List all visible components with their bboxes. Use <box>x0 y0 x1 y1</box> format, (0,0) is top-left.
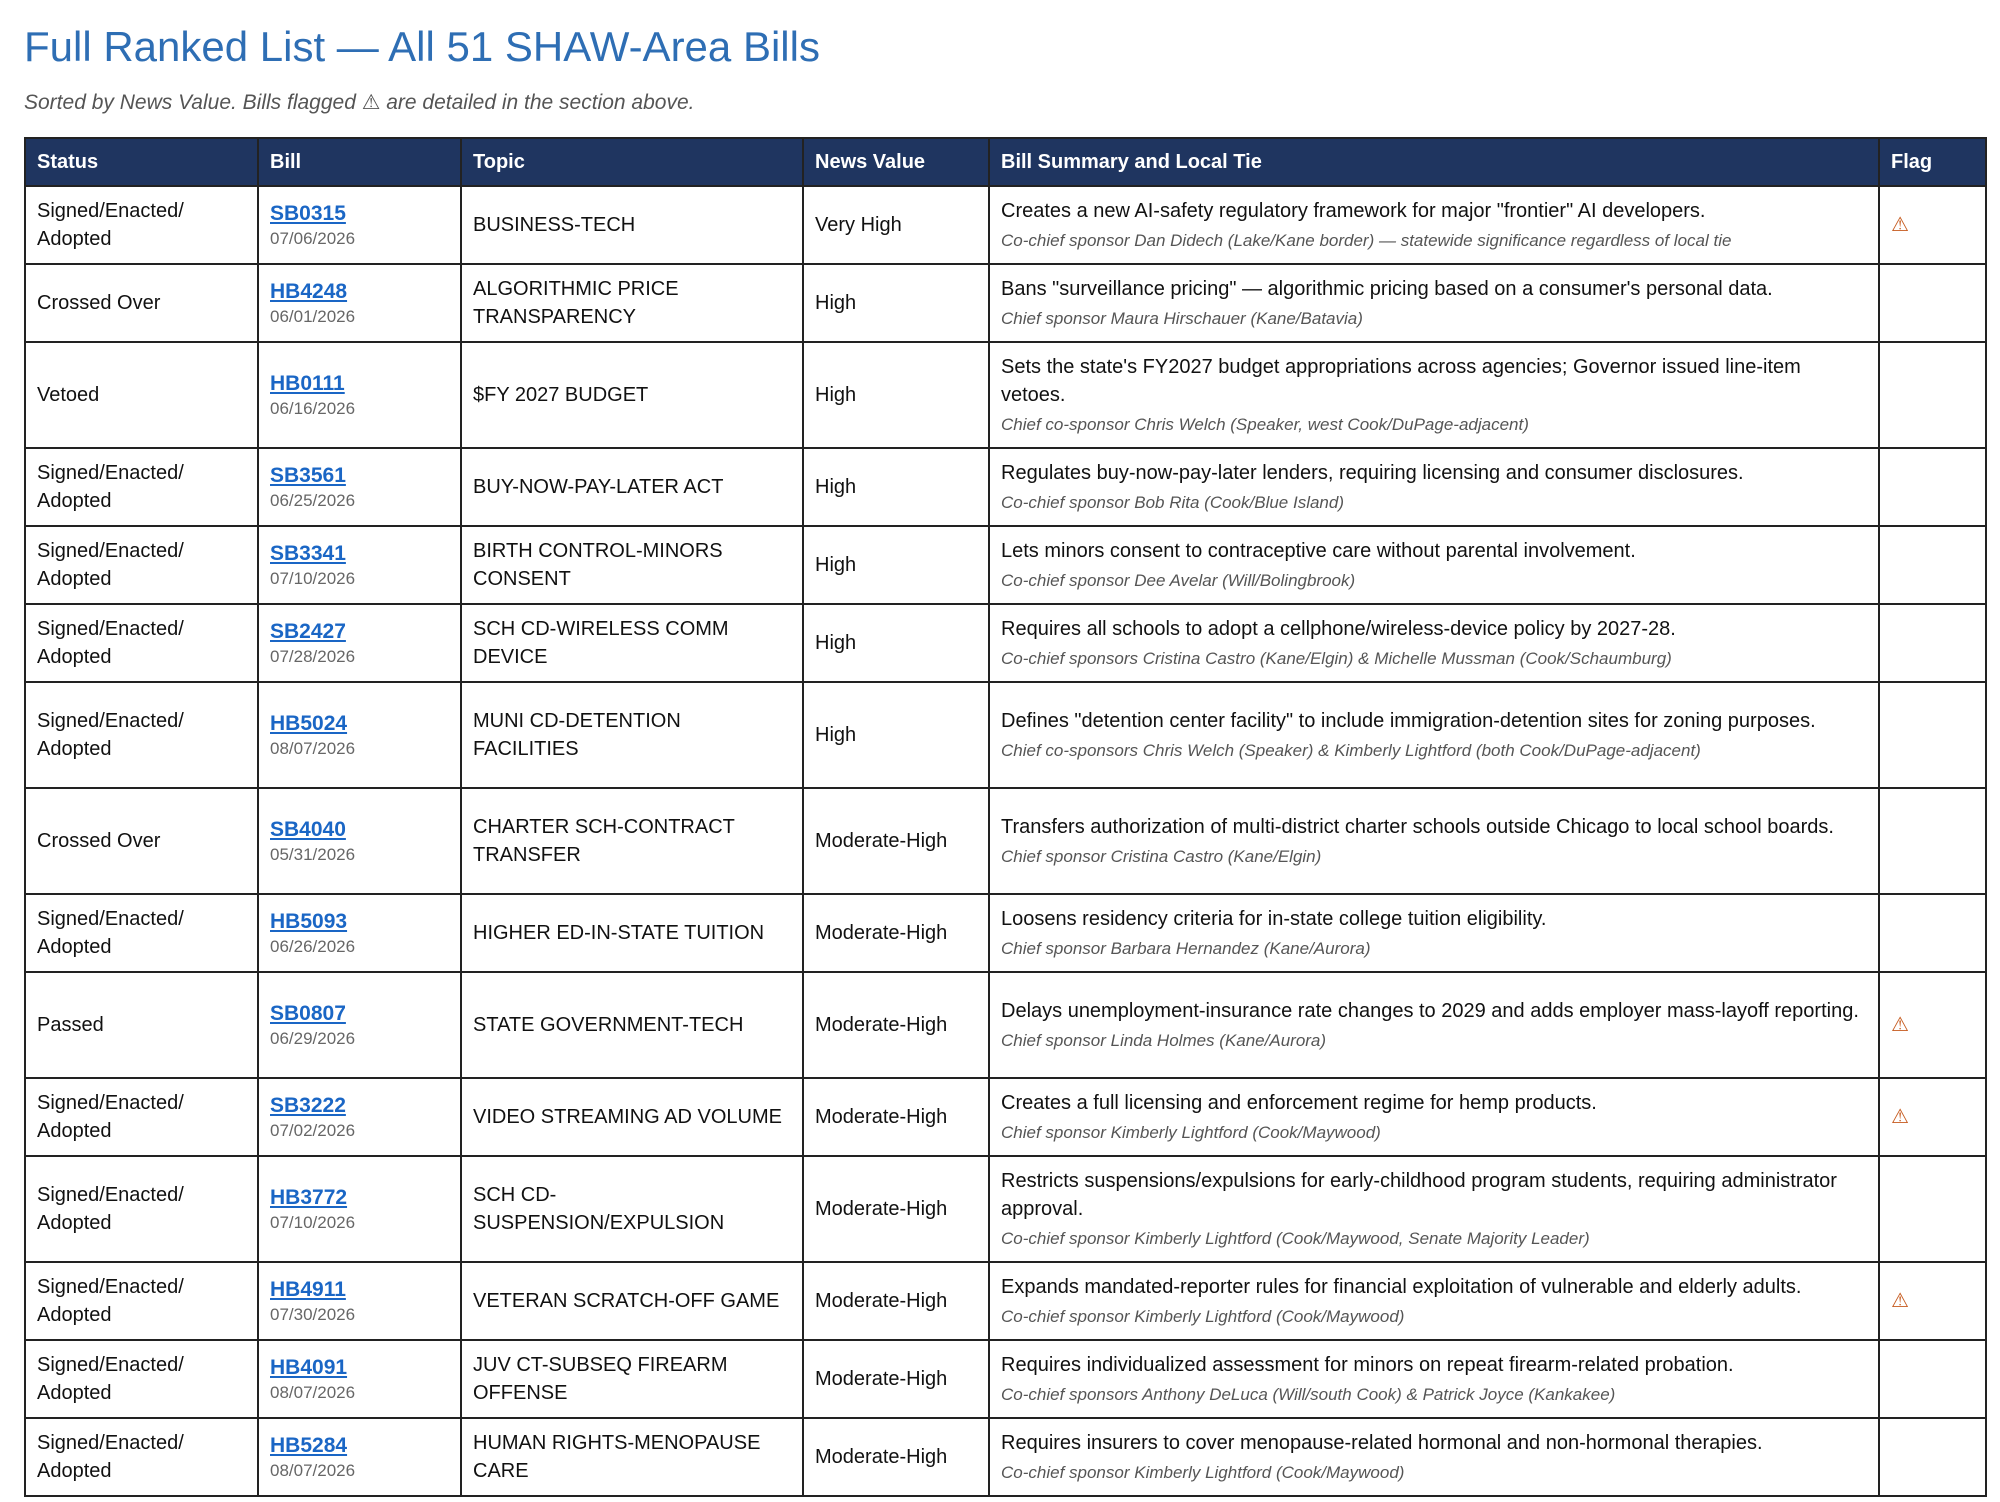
cell-news-value: Moderate-High <box>803 1156 989 1262</box>
cell-flag <box>1879 342 1986 448</box>
summary-text: Regulates buy-now-pay-later lenders, requiring licensing and consumer disclosures. <box>1001 462 1744 484</box>
cell-summary <box>989 1156 1879 1262</box>
cell-summary <box>989 264 1879 342</box>
cell-summary <box>989 1418 1879 1496</box>
bill-date: 06/25/2026 <box>270 491 356 510</box>
sponsor-text: Co-chief sponsor Bob Rita (Cook/Blue Island) <box>1001 493 1344 512</box>
table-row <box>25 894 1986 972</box>
bill-link[interactable]: SB2427 <box>270 620 346 643</box>
bill-link[interactable]: HB5024 <box>270 712 348 735</box>
table-row <box>25 972 1986 1078</box>
cell-topic: HUMAN RIGHTS-MENOPAUSE CARE <box>461 1418 803 1496</box>
summary-text: Delays unemployment-insurance rate changes to 2029 and adds employer mass-layoff reporting. <box>1001 1000 1859 1022</box>
cell-summary <box>989 604 1879 682</box>
bill-link[interactable]: HB4911 <box>270 1278 346 1301</box>
cell-news-value: Moderate-High <box>803 972 989 1078</box>
sponsor-text: Co-chief sponsor Kimberly Lightford (Cook/Maywood) <box>1001 1307 1405 1326</box>
bill-link[interactable]: SB3222 <box>270 1094 346 1117</box>
cell-status: Signed/Enacted/ Adopted <box>25 1418 258 1496</box>
cell-bill <box>258 604 461 682</box>
summary-text: Restricts suspensions/expulsions for early-childhood program students, requiring administrator approval. <box>1001 1170 1837 1220</box>
cell-topic: HIGHER ED-IN-STATE TUITION <box>461 894 803 972</box>
summary-text: Transfers authorization of multi-district charter schools outside Chicago to local school boards. <box>1001 816 1834 838</box>
bill-date: 06/29/2026 <box>270 1029 356 1048</box>
cell-news-value: Moderate-High <box>803 1262 989 1340</box>
bill-link[interactable]: HB0111 <box>270 372 345 395</box>
bill-link[interactable]: HB4248 <box>270 280 348 303</box>
cell-flag <box>1879 788 1986 894</box>
cell-news-value: Moderate-High <box>803 1078 989 1156</box>
cell-flag <box>1879 448 1986 526</box>
summary-text: Sets the state's FY2027 budget appropriations across agencies; Governor issued line-item vetoes. <box>1001 356 1801 406</box>
cell-flag <box>1879 186 1986 264</box>
cell-news-value: High <box>803 604 989 682</box>
cell-topic: VIDEO STREAMING AD VOLUME <box>461 1078 803 1156</box>
cell-news-value: High <box>803 682 989 788</box>
cell-bill <box>258 1418 461 1496</box>
cell-status: Vetoed <box>25 342 258 448</box>
bills-table <box>24 137 1987 1497</box>
summary-text: Requires all schools to adopt a cellphone/wireless-device policy by 2027-28. <box>1001 618 1676 640</box>
summary-text: Loosens residency criteria for in-state college tuition eligibility. <box>1001 908 1547 930</box>
summary-text: Defines "detention center facility" to include immigration-detention sites for zoning purposes. <box>1001 710 1816 732</box>
page-subtitle: Sorted by News Value. Bills flagged ⚠ are detailed in the section above. <box>24 91 695 114</box>
cell-bill <box>258 682 461 788</box>
cell-summary <box>989 342 1879 448</box>
cell-bill <box>258 342 461 448</box>
column-header-status: Status <box>25 138 258 186</box>
summary-text: Requires insurers to cover menopause-related hormonal and non-hormonal therapies. <box>1001 1432 1763 1454</box>
table-row <box>25 682 1986 788</box>
bill-date: 08/07/2026 <box>270 739 356 758</box>
table-row <box>25 1340 1986 1418</box>
cell-status: Signed/Enacted/ Adopted <box>25 448 258 526</box>
bill-date: 06/01/2026 <box>270 307 356 326</box>
cell-summary <box>989 448 1879 526</box>
column-header-topic: Topic <box>461 138 803 186</box>
column-header-bill: Bill <box>258 138 461 186</box>
cell-status: Signed/Enacted/ Adopted <box>25 894 258 972</box>
cell-topic: CHARTER SCH-CONTRACT TRANSFER <box>461 788 803 894</box>
cell-summary <box>989 682 1879 788</box>
cell-flag <box>1879 1340 1986 1418</box>
cell-summary <box>989 526 1879 604</box>
cell-topic: BIRTH CONTROL-MINORS CONSENT <box>461 526 803 604</box>
cell-bill <box>258 894 461 972</box>
cell-news-value: Moderate-High <box>803 788 989 894</box>
cell-status: Signed/Enacted/ Adopted <box>25 1262 258 1340</box>
sponsor-text: Co-chief sponsor Dan Didech (Lake/Kane border) — statewide significance regardless of local tie <box>1001 231 1732 250</box>
cell-topic: MUNI CD-DETENTION FACILITIES <box>461 682 803 788</box>
page-title: Full Ranked List — All 51 SHAW-Area Bills <box>24 23 820 70</box>
cell-status: Signed/Enacted/ Adopted <box>25 1078 258 1156</box>
warning-icon: ⚠ <box>1891 1014 1909 1036</box>
cell-bill <box>258 186 461 264</box>
summary-text: Bans "surveillance pricing" — algorithmic pricing based on a consumer's personal data. <box>1001 278 1773 300</box>
cell-topic: ALGORITHMIC PRICE TRANSPARENCY <box>461 264 803 342</box>
bill-link[interactable]: HB5093 <box>270 910 348 933</box>
summary-text: Creates a new AI-safety regulatory framework for major "frontier" AI developers. <box>1001 200 1706 222</box>
cell-flag <box>1879 264 1986 342</box>
cell-bill <box>258 788 461 894</box>
table-row <box>25 526 1986 604</box>
summary-text: Requires individualized assessment for minors on repeat firearm-related probation. <box>1001 1354 1734 1376</box>
table-body <box>25 186 1986 1496</box>
bill-date: 07/06/2026 <box>270 229 356 248</box>
cell-summary <box>989 972 1879 1078</box>
cell-topic: BUSINESS-TECH <box>461 186 803 264</box>
cell-topic: SCH CD-WIRELESS COMM DEVICE <box>461 604 803 682</box>
cell-summary <box>989 1262 1879 1340</box>
cell-topic: STATE GOVERNMENT-TECH <box>461 972 803 1078</box>
bill-link[interactable]: SB3341 <box>270 542 346 565</box>
cell-flag <box>1879 1156 1986 1262</box>
cell-flag <box>1879 1418 1986 1496</box>
column-header-news-value: News Value <box>803 138 989 186</box>
table-row <box>25 788 1986 894</box>
cell-flag <box>1879 526 1986 604</box>
table-row <box>25 604 1986 682</box>
sponsor-text: Chief sponsor Kimberly Lightford (Cook/Maywood) <box>1001 1123 1381 1142</box>
cell-bill <box>258 1156 461 1262</box>
bill-date: 07/28/2026 <box>270 647 356 666</box>
bill-date: 07/02/2026 <box>270 1121 356 1140</box>
table-row <box>25 186 1986 264</box>
cell-news-value: Very High <box>803 186 989 264</box>
sponsor-text: Chief sponsor Maura Hirschauer (Kane/Batavia) <box>1001 309 1363 328</box>
cell-summary <box>989 894 1879 972</box>
cell-status: Signed/Enacted/ Adopted <box>25 1156 258 1262</box>
bill-link[interactable]: SB0807 <box>270 1002 346 1025</box>
cell-topic: VETERAN SCRATCH-OFF GAME <box>461 1262 803 1340</box>
cell-status: Crossed Over <box>25 264 258 342</box>
bill-date: 07/10/2026 <box>270 569 356 588</box>
cell-summary <box>989 788 1879 894</box>
sponsor-text: Chief sponsor Barbara Hernandez (Kane/Aurora) <box>1001 939 1371 958</box>
cell-status: Signed/Enacted/ Adopted <box>25 186 258 264</box>
cell-bill <box>258 1262 461 1340</box>
bill-link[interactable]: SB3561 <box>270 464 346 487</box>
sponsor-text: Co-chief sponsors Cristina Castro (Kane/Elgin) & Michelle Mussman (Cook/Schaumburg) <box>1001 649 1672 668</box>
warning-icon: ⚠ <box>1891 1290 1909 1312</box>
table-row <box>25 448 1986 526</box>
cell-summary <box>989 186 1879 264</box>
table-row <box>25 342 1986 448</box>
cell-bill <box>258 972 461 1078</box>
cell-news-value: High <box>803 448 989 526</box>
cell-news-value: Moderate-High <box>803 894 989 972</box>
cell-summary <box>989 1340 1879 1418</box>
summary-text: Expands mandated-reporter rules for financial exploitation of vulnerable and elderly adults. <box>1001 1276 1802 1298</box>
cell-news-value: High <box>803 264 989 342</box>
cell-status: Crossed Over <box>25 788 258 894</box>
cell-bill <box>258 448 461 526</box>
bill-date: 08/07/2026 <box>270 1383 356 1402</box>
cell-topic: JUV CT-SUBSEQ FIREARM OFFENSE <box>461 1340 803 1418</box>
column-header-flag: Flag <box>1879 138 1986 186</box>
cell-status: Signed/Enacted/ Adopted <box>25 526 258 604</box>
sponsor-text: Co-chief sponsor Kimberly Lightford (Cook/Maywood) <box>1001 1463 1405 1482</box>
sponsor-text: Chief sponsor Linda Holmes (Kane/Aurora) <box>1001 1031 1327 1050</box>
cell-news-value: High <box>803 526 989 604</box>
cell-news-value: High <box>803 342 989 448</box>
cell-status: Passed <box>25 972 258 1078</box>
cell-bill <box>258 264 461 342</box>
cell-status: Signed/Enacted/ Adopted <box>25 604 258 682</box>
cell-topic: SCH CD-SUSPENSION/EXPULSION <box>461 1156 803 1262</box>
cell-news-value: Moderate-High <box>803 1340 989 1418</box>
table-header-row <box>25 138 1986 186</box>
bill-date: 06/26/2026 <box>270 937 356 956</box>
cell-status: Signed/Enacted/ Adopted <box>25 1340 258 1418</box>
cell-flag <box>1879 1262 1986 1340</box>
bill-link[interactable]: SB4040 <box>270 818 346 841</box>
bill-link[interactable]: HB5284 <box>270 1434 348 1457</box>
bill-date: 08/07/2026 <box>270 1461 356 1480</box>
cell-status: Signed/Enacted/ Adopted <box>25 682 258 788</box>
table-row <box>25 1078 1986 1156</box>
cell-flag <box>1879 682 1986 788</box>
cell-topic: $FY 2027 BUDGET <box>461 342 803 448</box>
cell-flag <box>1879 972 1986 1078</box>
cell-flag <box>1879 894 1986 972</box>
sponsor-text: Co-chief sponsor Kimberly Lightford (Cook/Maywood, Senate Majority Leader) <box>1001 1229 1590 1248</box>
cell-bill <box>258 1340 461 1418</box>
cell-news-value: Moderate-High <box>803 1418 989 1496</box>
table-row <box>25 1418 1986 1496</box>
table-row <box>25 1262 1986 1340</box>
cell-bill <box>258 526 461 604</box>
column-header-summary: Bill Summary and Local Tie <box>989 138 1879 186</box>
warning-icon: ⚠ <box>1891 214 1909 236</box>
cell-summary <box>989 1078 1879 1156</box>
sponsor-text: Chief sponsor Cristina Castro (Kane/Elgin) <box>1001 847 1322 866</box>
warning-icon: ⚠ <box>1891 1106 1909 1128</box>
sponsor-text: Co-chief sponsor Dee Avelar (Will/Bolingbrook) <box>1001 571 1356 590</box>
bill-date: 05/31/2026 <box>270 845 356 864</box>
table-row <box>25 264 1986 342</box>
bill-date: 06/16/2026 <box>270 399 356 418</box>
sponsor-text: Chief co-sponsors Chris Welch (Speaker) & Kimberly Lightford (both Cook/DuPage-adjacent) <box>1001 741 1701 760</box>
summary-text: Lets minors consent to contraceptive care without parental involvement. <box>1001 540 1636 562</box>
bill-date: 07/10/2026 <box>270 1213 356 1232</box>
bill-date: 07/30/2026 <box>270 1305 356 1324</box>
cell-topic: BUY-NOW-PAY-LATER ACT <box>461 448 803 526</box>
cell-flag <box>1879 1078 1986 1156</box>
table-row <box>25 1156 1986 1262</box>
sponsor-text: Co-chief sponsors Anthony DeLuca (Will/south Cook) & Patrick Joyce (Kankakee) <box>1001 1385 1616 1404</box>
cell-flag <box>1879 604 1986 682</box>
sponsor-text: Chief co-sponsor Chris Welch (Speaker, west Cook/DuPage-adjacent) <box>1001 415 1529 434</box>
bill-link[interactable]: SB0315 <box>270 202 346 225</box>
summary-text: Creates a full licensing and enforcement regime for hemp products. <box>1001 1092 1597 1114</box>
cell-bill <box>258 1078 461 1156</box>
bill-link[interactable]: HB4091 <box>270 1356 348 1379</box>
bill-link[interactable]: HB3772 <box>270 1186 348 1209</box>
